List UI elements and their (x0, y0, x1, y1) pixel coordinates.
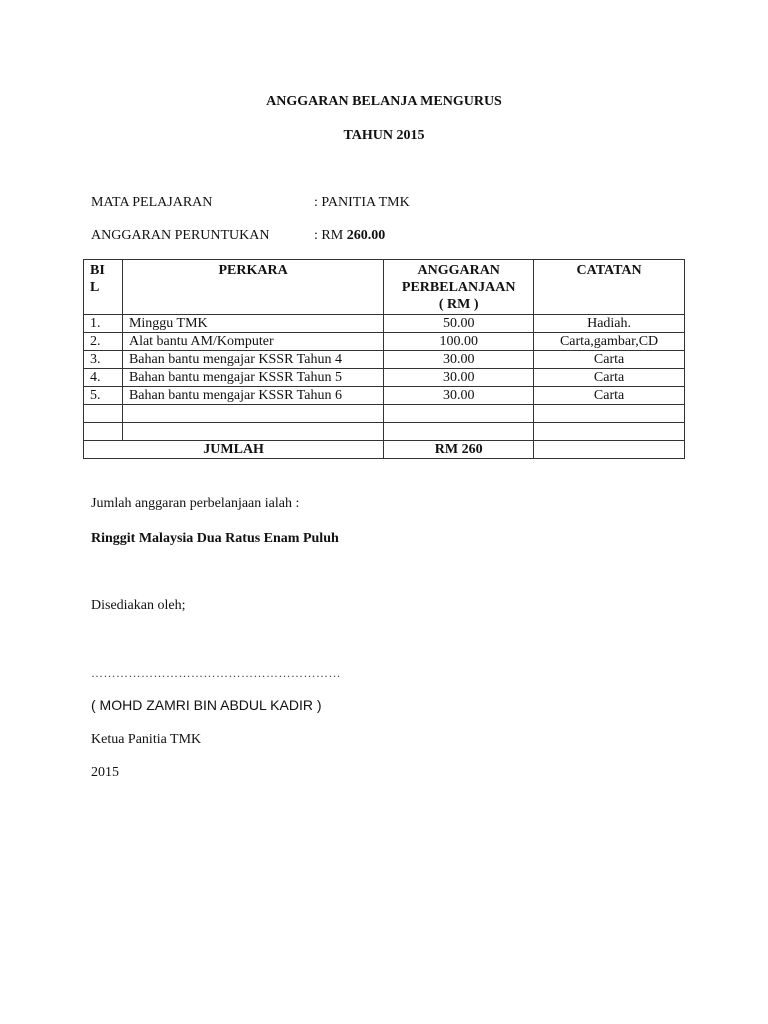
header-anggaran (384, 260, 534, 315)
amount-in-words: Ringgit Malaysia Dua Ratus Enam Puluh (91, 531, 339, 546)
cell-anggaran: 30.00 (384, 351, 534, 369)
table-row-empty (84, 423, 685, 441)
table-header-row (84, 260, 685, 315)
cell-bil: 3. (84, 351, 123, 369)
cell-catatan: Carta (534, 387, 685, 405)
document-title: ANGGARAN BELANJA MENGURUS (266, 94, 502, 109)
table-total-row (84, 441, 685, 459)
total-value: RM 260 (384, 441, 534, 459)
cell-anggaran: 100.00 (384, 333, 534, 351)
cell-catatan: Hadiah. (534, 315, 685, 333)
cell-bil: 4. (84, 369, 123, 387)
allocation-label: ANGGARAN PERUNTUKAN (91, 228, 270, 243)
summary-intro: Jumlah anggaran perbelanjaan ialah : (91, 496, 300, 511)
header-bil: BI L (84, 260, 123, 315)
cell-perkara: Alat bantu AM/Komputer (122, 333, 383, 351)
document-subtitle: TAHUN 2015 (343, 128, 425, 143)
subject-value: : PANITIA TMK (314, 195, 410, 210)
table-row-empty (84, 405, 685, 423)
cell-perkara: Bahan bantu mengajar KSSR Tahun 6 (122, 387, 383, 405)
cell-perkara: Minggu TMK (122, 315, 383, 333)
header-perkara: PERKARA (122, 260, 383, 315)
signatory-position: Ketua Panitia TMK (91, 732, 202, 747)
cell-catatan: Carta (534, 369, 685, 387)
cell-perkara: Bahan bantu mengajar KSSR Tahun 4 (122, 351, 383, 369)
cell-bil: 2. (84, 333, 123, 351)
signoff-year: 2015 (91, 765, 119, 780)
table-row (84, 333, 685, 351)
subject-label: MATA PELAJARAN (91, 195, 213, 210)
header-anggaran-line2: PERBELANJAAN (401, 280, 516, 295)
cell-anggaran: 30.00 (384, 387, 534, 405)
header-anggaran-line3: ( RM ) (438, 297, 479, 312)
budget-table (83, 259, 685, 459)
header-anggaran-line1: ANGGARAN (417, 263, 500, 278)
signatory-name: ( MOHD ZAMRI BIN ABDUL KADIR ) (91, 697, 322, 713)
cell-anggaran: 50.00 (384, 315, 534, 333)
allocation-amount: 260.00 (346, 228, 386, 243)
table-row (84, 351, 685, 369)
cell-perkara: Bahan bantu mengajar KSSR Tahun 5 (122, 369, 383, 387)
allocation-prefix: : RM (314, 228, 347, 243)
allocation-value (314, 228, 385, 244)
signature-line: …………………………………………………… (91, 666, 341, 680)
table-row (84, 315, 685, 333)
total-label: JUMLAH (84, 441, 384, 459)
prepared-by-label: Disediakan oleh; (91, 598, 186, 613)
cell-catatan: Carta,gambar,CD (534, 333, 685, 351)
table-row (84, 387, 685, 405)
table-row (84, 369, 685, 387)
header-catatan: CATATAN (534, 260, 685, 315)
cell-bil: 5. (84, 387, 123, 405)
cell-anggaran: 30.00 (384, 369, 534, 387)
cell-catatan: Carta (534, 351, 685, 369)
cell-bil: 1. (84, 315, 123, 333)
